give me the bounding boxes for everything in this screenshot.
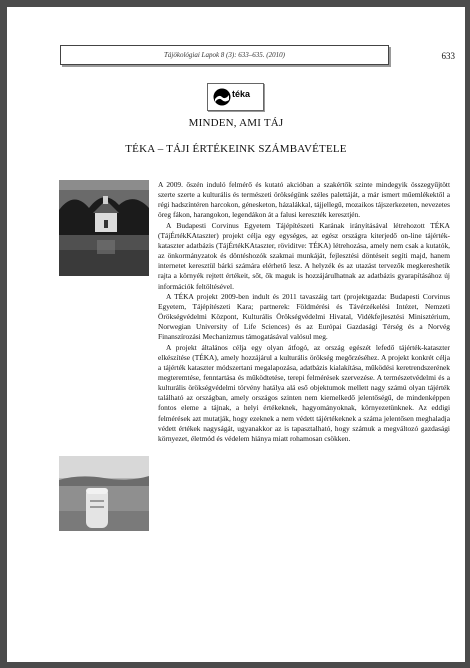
paragraph-2: A Budapesti Corvinus Egyetem Tájépítészeti Karának irányításával létrehozott TÉKA (TájÉrtékKAtaszter) projekt célja egy egységes, az egész országra kiterjedő on-line tájérték-kataszter adatbázis (TájÉrtékKAtaszter, röviditve: TÉKA) létrehozása, amely nem csak a kutatók, az önkormányzatok és döntéshozók szakmai munkáját, fejlesztési döntéseit segíti majd, hanem internetet keresztül bárki számára elérhető lesz. A helyzék és az utazást tervezők megkereshetik rajta a környék rejtett értékeit, sőt, ők maguk is hozzájárulhatnak az adatbázis gyarapításához új információk feltöltésével. [158, 220, 450, 291]
article-body [158, 180, 450, 444]
paragraph-4: A projekt általános célja egy olyan átfogó, az ország egészét lefedő tájérték-kataszter elkészítése (TÉKA), amely hozzájárul a kulturális örökség megőrzéséhez. A projekt konkrét célja a tájérték kataszter módszertani megalapozása, adatbázis kialakítása, működési keretrendszerének megteremtése, fenntartása és működtetése, terepi felmérések szervezése. A természetvédelmi és a kulturális örökségvédelmi törvény hatálya alá eső objektumok mellett nagy számú olyan tájérték található az országban, amely országos szinten nem kiemelkedő jelentőségű, de mindenképpen fontos eleme a tájnak, a helyi értékeknek, hagyományoknak, környezetünknek. Az eddigi felmérések azt mutatják, hogy ezeknek a nem védett tájértékeknek a száma jelentősen meghaladja védett értékek nagyságát, ugyanakkor az is tapasztalható, hogy számuk a megváltozó gazdasági környezet, életmód és védelem hiánya miatt rohamosan csökken. [158, 342, 450, 443]
chapel-photo [59, 180, 149, 276]
teka-logo [207, 83, 264, 111]
stone-marker-photo [59, 456, 149, 531]
paragraph-1: A 2009. őszén induló felmérő és kutató akcióban a szakértők szinte mindegyik összegyűjtött szerte szerte a kulturális és természeti örökségünk széles palettáját, a már ismert műemlékektől a régi hadszíntéren harcokon, génesketon, házalákkal, tájjellegű, mozaikos tájszerkezeten, nevezetes öreg fákon, harangokon, legendákon át a falusi kereszték keresztjén. [158, 180, 450, 220]
document-page [7, 7, 465, 662]
kicker-heading: MINDEN, AMI TÁJ [188, 117, 284, 129]
page-number: 633 [441, 51, 455, 61]
logo-text: téka [232, 89, 251, 99]
journal-citation: Tájökológiai Lapok 8 (3): 633–635. (2010) [60, 45, 389, 65]
paragraph-3: A TÉKA projekt 2009-ben indult és 2011 tavaszáig tart (projektgazda: Budapesti Corvinus Egyetem, Tájépítészeti Kara; partnerek: Földmérési és Távérzékelési Intézet, Nemzeti Örökségvédelmi Központ, Kulturális Örökségvédelmi Hivatal, Vidékfejlesztési Minisztérium, Norwegian University of Life Sciences) és az Európai Gazdasági Térség és a Norvég Finanszírozási Mechanizmus támogatásával valósul meg. [158, 291, 450, 342]
article-title: TÉKA – TÁJI ÉRTÉKEINK SZÁMBAVÉTELE [125, 143, 347, 155]
teka-logo-icon [213, 88, 231, 106]
